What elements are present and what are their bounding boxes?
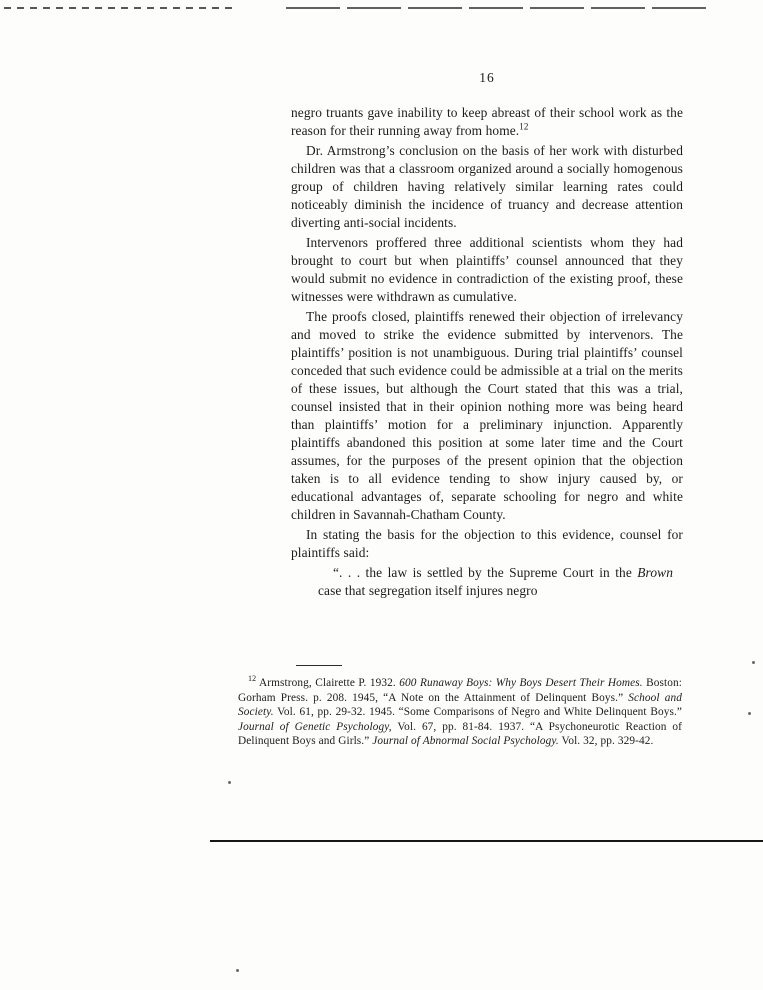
quote-case-name: Brown — [637, 565, 673, 580]
scan-artifact-speck — [236, 969, 239, 972]
scan-artifact-dashed-line — [4, 7, 236, 9]
paragraph-3: Intervenors proffered three additional scientists whom they had brought to court but when plaintiffs’ counsel announced that they would submit no evidence in contradiction of the existing proof, these witnesses were withdrawn as cumulative. — [291, 235, 683, 304]
footnote-segment: Armstrong, Clairette P. 1932. — [256, 677, 400, 689]
footnote-segment-title: 600 Runaway Boys: Why Boys Desert Their Homes. — [399, 677, 643, 689]
paragraph-5: In stating the basis for the objection to this evidence, counsel for plaintiffs said: — [291, 527, 683, 560]
footnote-segment: Vol. 32, pp. 329-42. — [558, 735, 654, 748]
footnote-segment: Vol. 61, pp. 29-32. 1945. “Some Comparisons of Negro and White Delinquent Boys.” — [273, 706, 682, 719]
footnote-segment-title: Journal of Abnormal Social Psychology. — [372, 735, 559, 748]
footnote-segment: Vol. 67, pp. 81-84. 1937. “A Psychoneurotic Reaction of Delinquent Boys and Girls.” — [238, 720, 682, 748]
scan-artifact-speck — [228, 781, 231, 784]
scan-artifact-line-bottom — [210, 840, 763, 842]
paragraph-2: Dr. Armstrong’s conclusion on the basis of her work with disturbed children was that a classroom organized around a socially homogenous group of children having relatively similar learning rates could noticeably diminish the incidence of truancy and decrease attention diverting anti-social incidents. — [291, 143, 683, 230]
block-quote — [318, 564, 673, 600]
scan-artifact-speck — [748, 712, 751, 715]
footnote — [238, 676, 682, 749]
page-number: 16 — [479, 70, 495, 85]
body-text — [291, 104, 683, 600]
footnote-segment: Boston: Gorham Press. p. 208. 1945, “A Note on the Attainment of Delinquent Boys.” — [238, 677, 682, 704]
footnote-segment-title: School and Society. — [238, 691, 682, 719]
scan-artifact-line-top — [286, 7, 710, 9]
footnote-separator — [296, 665, 342, 666]
footnote-segment-title: Journal of Genetic Psychology, — [238, 720, 392, 733]
quote-text: “. . . the law is settled by the Supreme Court in the — [333, 565, 638, 580]
paragraph-1 — [291, 104, 683, 140]
scan-artifact-speck — [752, 661, 755, 664]
footnote-reference-mark: 12 — [519, 121, 529, 132]
paragraph-1-text: negro truants gave inability to keep abreast of their school work as the reason for their running away from home. — [291, 105, 683, 138]
footnote-number: 12 — [248, 674, 257, 684]
quote-text-continued: case that segregation itself injures negro — [318, 583, 538, 598]
paragraph-4: The proofs closed, plaintiffs renewed their objection of irrelevancy and moved to strike the evidence submitted by intervenors. The plaintiffs’ position is not unambiguous. During trial plaintiffs’ counsel conceded that such evidence could be admissible at a trial on the merits of these issues, but although the Court stated that this was a trial, counsel insisted that in their opinion nothing more was being heard than plaintiffs’ motion for a preliminary injunction. Apparently plaintiffs abandoned this position at some later time and the Court assumes, for the purposes of the present opinion that the objection taken is to all evidence tending to show injury caused by, or educational advantages of, separate schooling for negro and white children in Savannah-Chatham County. — [291, 309, 683, 522]
